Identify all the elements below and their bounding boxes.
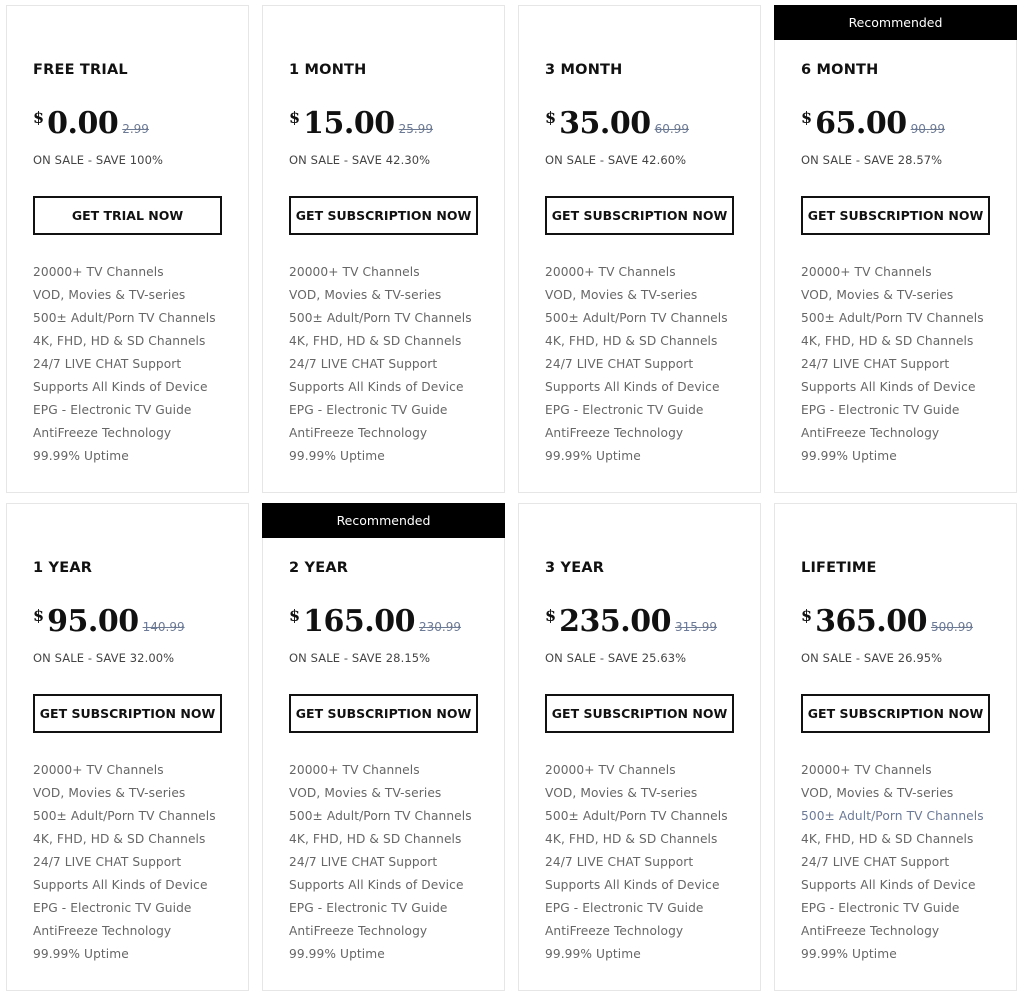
feature-item: EPG - Electronic TV Guide — [545, 901, 704, 915]
feature-item: 20000+ TV Channels — [801, 763, 932, 777]
price-row — [545, 604, 717, 639]
feature-item: 99.99% Uptime — [545, 449, 641, 463]
feature-item: 500± Adult/Porn TV Channels — [545, 311, 728, 325]
plan-title: 1 YEAR — [33, 560, 93, 576]
price: 35.00 — [559, 106, 651, 141]
feature-item: AntiFreeze Technology — [289, 426, 428, 440]
currency-symbol: $ — [801, 108, 813, 127]
feature-item: 500± Adult/Porn TV Channels — [33, 311, 216, 325]
feature-list — [545, 760, 728, 967]
feature-item: 500± Adult/Porn TV Channels — [801, 311, 984, 325]
recommended-ribbon: Recommended — [262, 503, 505, 538]
plan-card-lifetime — [774, 503, 1017, 991]
plan-card-1-year — [6, 503, 249, 991]
feature-item: 99.99% Uptime — [545, 947, 641, 961]
feature-item: Supports All Kinds of Device — [545, 878, 720, 892]
feature-item: EPG - Electronic TV Guide — [801, 403, 960, 417]
price-row — [33, 604, 185, 639]
price-row — [289, 106, 433, 141]
feature-item: 500± Adult/Porn TV Channels — [33, 809, 216, 823]
feature-item: 4K, FHD, HD & SD Channels — [801, 334, 974, 348]
price: 65.00 — [815, 106, 907, 141]
feature-item: 99.99% Uptime — [289, 947, 385, 961]
plan-card-2-year — [262, 503, 505, 991]
feature-item: Supports All Kinds of Device — [33, 380, 208, 394]
feature-item: 4K, FHD, HD & SD Channels — [801, 832, 974, 846]
feature-item: EPG - Electronic TV Guide — [289, 403, 448, 417]
currency-symbol: $ — [545, 108, 557, 127]
feature-item: 24/7 LIVE CHAT Support — [545, 855, 694, 869]
get-subscription-button[interactable]: GET SUBSCRIPTION NOW — [289, 694, 478, 733]
feature-item: VOD, Movies & TV-series — [801, 288, 954, 302]
old-price: 60.99 — [654, 122, 689, 136]
feature-item: 4K, FHD, HD & SD Channels — [289, 334, 462, 348]
feature-item: AntiFreeze Technology — [289, 924, 428, 938]
old-price: 90.99 — [910, 122, 945, 136]
plan-title: 2 YEAR — [289, 560, 349, 576]
sale-text: ON SALE - SAVE 25.63% — [545, 651, 687, 665]
sale-text: ON SALE - SAVE 28.15% — [289, 651, 431, 665]
feature-item: VOD, Movies & TV-series — [545, 786, 698, 800]
feature-item: EPG - Electronic TV Guide — [289, 901, 448, 915]
plan-card-3-month — [518, 5, 761, 493]
feature-item: 24/7 LIVE CHAT Support — [33, 357, 182, 371]
old-price: 230.99 — [418, 620, 461, 634]
feature-list — [33, 760, 216, 967]
feature-item: 20000+ TV Channels — [545, 763, 676, 777]
price-row — [289, 604, 461, 639]
currency-symbol: $ — [289, 606, 301, 625]
get-subscription-button[interactable]: GET SUBSCRIPTION NOW — [545, 196, 734, 235]
feature-item: AntiFreeze Technology — [545, 426, 684, 440]
feature-item: 500± Adult/Porn TV Channels — [545, 809, 728, 823]
old-price: 500.99 — [930, 620, 973, 634]
price-row — [545, 106, 689, 141]
plan-title: 6 MONTH — [801, 62, 879, 78]
feature-item: 20000+ TV Channels — [545, 265, 676, 279]
recommended-ribbon: Recommended — [774, 5, 1017, 40]
feature-list — [545, 262, 728, 469]
get-trial-button[interactable]: GET TRIAL NOW — [33, 196, 222, 235]
feature-item: 4K, FHD, HD & SD Channels — [289, 832, 462, 846]
feature-item: AntiFreeze Technology — [801, 924, 940, 938]
old-price: 25.99 — [398, 122, 433, 136]
feature-item: AntiFreeze Technology — [545, 924, 684, 938]
plan-title: LIFETIME — [801, 560, 877, 576]
get-subscription-button[interactable]: GET SUBSCRIPTION NOW — [289, 196, 478, 235]
feature-item: EPG - Electronic TV Guide — [801, 901, 960, 915]
feature-item[interactable]: 500± Adult/Porn TV Channels — [801, 809, 984, 823]
currency-symbol: $ — [289, 108, 301, 127]
feature-item: 4K, FHD, HD & SD Channels — [33, 832, 206, 846]
feature-item: Supports All Kinds of Device — [289, 878, 464, 892]
plan-card-free-trial — [6, 5, 249, 493]
feature-item: 24/7 LIVE CHAT Support — [545, 357, 694, 371]
feature-item: AntiFreeze Technology — [801, 426, 940, 440]
feature-list — [289, 760, 472, 967]
feature-list — [289, 262, 472, 469]
feature-item: VOD, Movies & TV-series — [289, 288, 442, 302]
sale-text: ON SALE - SAVE 28.57% — [801, 153, 943, 167]
feature-item: 24/7 LIVE CHAT Support — [801, 357, 950, 371]
price: 95.00 — [47, 604, 139, 639]
feature-list — [801, 760, 984, 967]
feature-item: 24/7 LIVE CHAT Support — [33, 855, 182, 869]
feature-item: EPG - Electronic TV Guide — [33, 403, 192, 417]
feature-item: 99.99% Uptime — [289, 449, 385, 463]
feature-item: 24/7 LIVE CHAT Support — [801, 855, 950, 869]
plan-card-3-year — [518, 503, 761, 991]
currency-symbol: $ — [545, 606, 557, 625]
feature-item: 4K, FHD, HD & SD Channels — [545, 334, 718, 348]
sale-text: ON SALE - SAVE 42.30% — [289, 153, 431, 167]
feature-item: 99.99% Uptime — [33, 449, 129, 463]
price: 0.00 — [47, 106, 119, 141]
sale-text: ON SALE - SAVE 42.60% — [545, 153, 687, 167]
plan-title: 3 YEAR — [545, 560, 605, 576]
feature-item: 99.99% Uptime — [801, 947, 897, 961]
feature-item: 4K, FHD, HD & SD Channels — [33, 334, 206, 348]
feature-item: 20000+ TV Channels — [801, 265, 932, 279]
feature-list — [33, 262, 216, 469]
feature-item: VOD, Movies & TV-series — [289, 786, 442, 800]
price-row — [33, 106, 149, 141]
feature-item: Supports All Kinds of Device — [545, 380, 720, 394]
plan-title: FREE TRIAL — [33, 62, 128, 78]
price-row — [801, 106, 945, 141]
get-subscription-button[interactable]: GET SUBSCRIPTION NOW — [33, 694, 222, 733]
price-row — [801, 604, 973, 639]
plan-card-6-month — [774, 5, 1017, 493]
old-price: 315.99 — [674, 620, 717, 634]
feature-item: 99.99% Uptime — [801, 449, 897, 463]
feature-item: 500± Adult/Porn TV Channels — [289, 809, 472, 823]
feature-item: 20000+ TV Channels — [33, 763, 164, 777]
price: 165.00 — [303, 604, 415, 639]
price: 15.00 — [303, 106, 395, 141]
price: 235.00 — [559, 604, 671, 639]
feature-item: EPG - Electronic TV Guide — [33, 901, 192, 915]
feature-item: Supports All Kinds of Device — [801, 878, 976, 892]
feature-item: EPG - Electronic TV Guide — [545, 403, 704, 417]
feature-item: Supports All Kinds of Device — [801, 380, 976, 394]
feature-item: 4K, FHD, HD & SD Channels — [545, 832, 718, 846]
feature-item: Supports All Kinds of Device — [33, 878, 208, 892]
plan-title: 3 MONTH — [545, 62, 623, 78]
currency-symbol: $ — [801, 606, 813, 625]
feature-item: 24/7 LIVE CHAT Support — [289, 855, 438, 869]
feature-item: VOD, Movies & TV-series — [33, 288, 186, 302]
currency-symbol: $ — [33, 606, 45, 625]
get-subscription-button[interactable]: GET SUBSCRIPTION NOW — [801, 694, 990, 733]
currency-symbol: $ — [33, 108, 45, 127]
sale-text: ON SALE - SAVE 26.95% — [801, 651, 943, 665]
sale-text: ON SALE - SAVE 32.00% — [33, 651, 175, 665]
feature-item: 99.99% Uptime — [33, 947, 129, 961]
get-subscription-button[interactable]: GET SUBSCRIPTION NOW — [545, 694, 734, 733]
feature-item: Supports All Kinds of Device — [289, 380, 464, 394]
feature-item: VOD, Movies & TV-series — [801, 786, 954, 800]
feature-item: 20000+ TV Channels — [289, 265, 420, 279]
plan-title: 1 MONTH — [289, 62, 367, 78]
feature-item: VOD, Movies & TV-series — [33, 786, 186, 800]
feature-item: VOD, Movies & TV-series — [545, 288, 698, 302]
sale-text: ON SALE - SAVE 100% — [33, 153, 164, 167]
feature-item: 24/7 LIVE CHAT Support — [289, 357, 438, 371]
old-price: 140.99 — [142, 620, 185, 634]
feature-item: 20000+ TV Channels — [289, 763, 420, 777]
feature-item: AntiFreeze Technology — [33, 426, 172, 440]
get-subscription-button[interactable]: GET SUBSCRIPTION NOW — [801, 196, 990, 235]
old-price: 2.99 — [122, 122, 149, 136]
feature-item: 500± Adult/Porn TV Channels — [289, 311, 472, 325]
feature-item: AntiFreeze Technology — [33, 924, 172, 938]
price: 365.00 — [815, 604, 927, 639]
feature-list — [801, 262, 984, 469]
feature-item: 20000+ TV Channels — [33, 265, 164, 279]
plan-card-1-month — [262, 5, 505, 493]
